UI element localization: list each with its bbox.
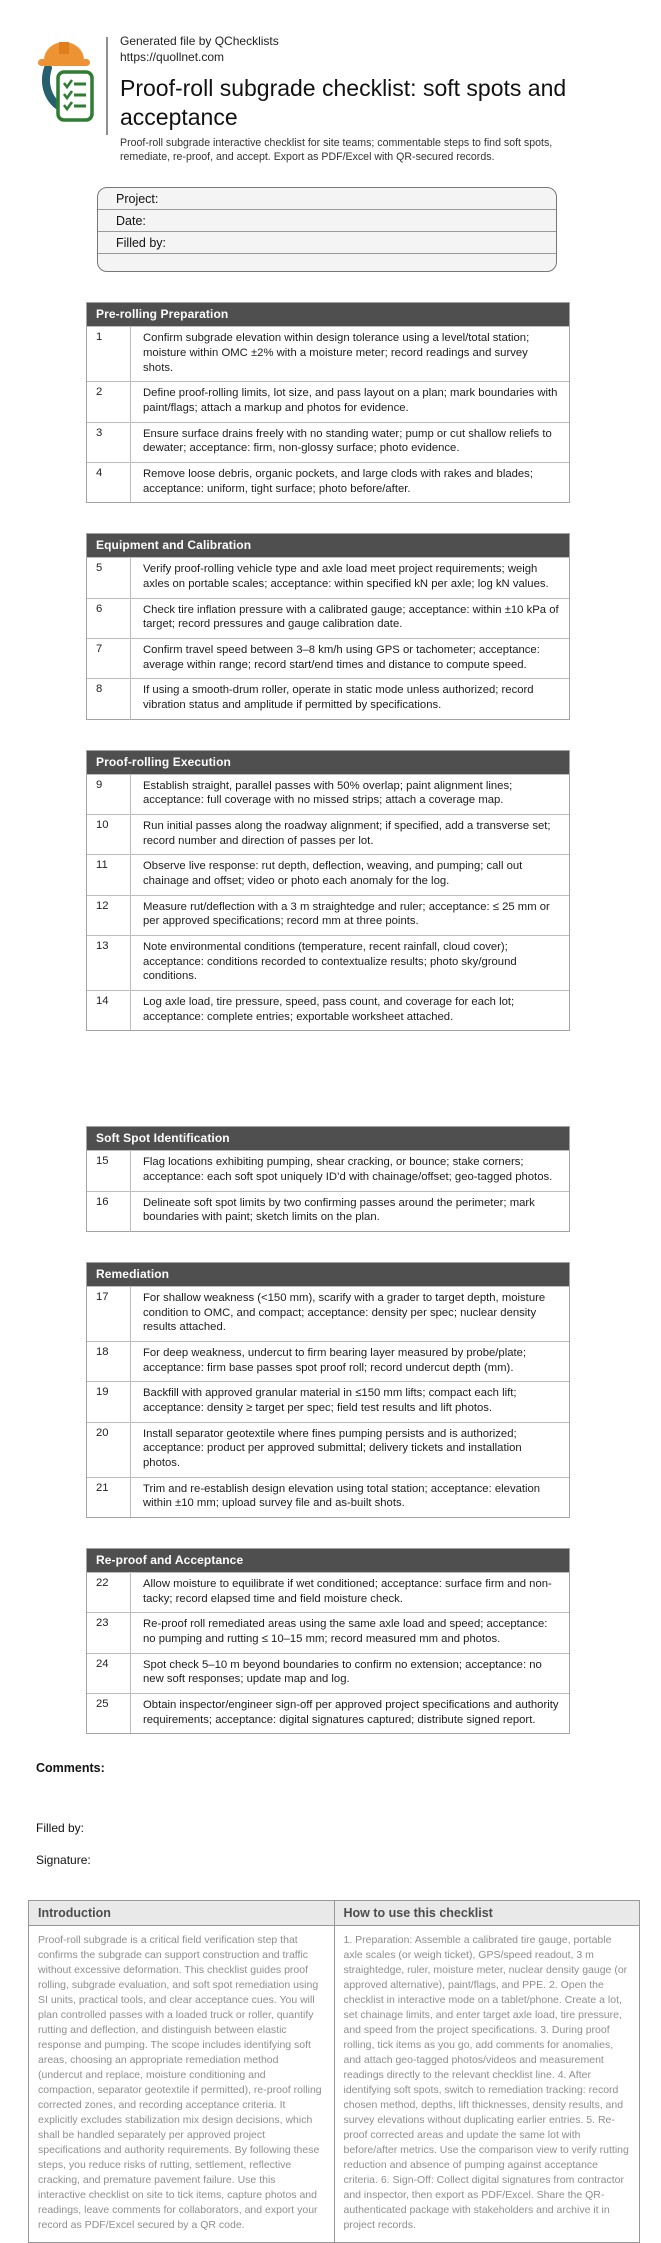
checklist-row <box>87 557 569 597</box>
introduction-text: Proof-roll subgrade is a critical field verification step that confirms the subgrade can support construction and traffic without excessive deformation. This checklist guides proof rolling, subgrade evaluation, and soft spot remediation using SI units, practical tools, and clear acceptance cues. You will plan controlled passes with a loaded truck or roller, quantify rutting and deflection, and distinguish between elastic response and pumping. The scope includes identifying soft areas, choosing an appropriate remediation method (undercut and replace, moisture conditioning and compaction, separator geotextile if permitted), re-proof rolling corrected zones, and recording acceptance criteria. It explicitly excludes stabilization mix design decisions, which shall be handled separately per approved project specifications and authority requirements. By following these steps, you reduce risks of rutting, settlement, reflective cracking, and premature pavement failure. Use this interactive checklist on site to tick items, capture photos and readings, leave comments for collaborators, and export your record as PDF/Excel secured by a QR code. <box>29 1926 335 2243</box>
checklist-row <box>87 1341 569 1381</box>
item-text: Define proof-rolling limits, lot size, and pass layout on a plan; mark boundaries with paint/flags; attach a markup and photos for evidence. <box>143 387 558 414</box>
checklist-icon <box>58 72 92 120</box>
item-text: Confirm travel speed between 3–8 km/h using GPS or tachometer; acceptance: average within range; record start/end times and distance to compute speed. <box>143 643 540 671</box>
hard-hat-icon <box>38 42 90 66</box>
item-number: 10 <box>87 815 131 854</box>
checklist-row <box>87 1286 569 1341</box>
item-number: 23 <box>87 1613 131 1652</box>
item-text: Install separator geotextile where fines pumping persists and is authorized; acceptance: product per approved submittal; delivery tickets and installation photos. <box>143 1427 522 1470</box>
section-re-proof-and-acceptance <box>86 1548 570 1734</box>
section-header: Proof-rolling Execution <box>87 751 569 774</box>
checklist-row <box>87 1572 569 1612</box>
qchecklists-logo <box>34 34 98 165</box>
checklist-row <box>87 1477 569 1517</box>
item-text: For shallow weakness (<150 mm), scarify with a grader to target depth, moisture condition to OMC, and compact; acceptance: density per spec; nuclear density results attached. <box>143 1292 546 1334</box>
filled-by-label: Filled by: <box>116 235 167 250</box>
page-title: Proof-roll subgrade checklist: soft spots and acceptance <box>120 75 567 130</box>
checklist-row <box>87 326 569 381</box>
item-text: Check tire inflation pressure with a calibrated gauge; acceptance: within ±10 kPa of target; record pressures and gauge calibration date. <box>143 603 559 631</box>
item-text: For deep weakness, undercut to firm bearing layer measured by probe/plate; acceptance: firm base passes spot proof roll; record undercut depth (mm). <box>143 1347 527 1374</box>
checklist-row <box>87 774 569 814</box>
section-remediation <box>86 1262 570 1518</box>
section-header: Re-proof and Acceptance <box>87 1549 569 1572</box>
section-proof-rolling-execution <box>86 750 570 1032</box>
section-header: Pre-rolling Preparation <box>87 303 569 326</box>
comments-label: Comments: <box>36 1761 105 1776</box>
checklist-row <box>87 935 569 990</box>
item-text: Flag locations exhibiting pumping, shear cracking, or bounce; stake corners; acceptance: each soft spot uniquely ID’d with chainage/offset; geo-tagged photos. <box>143 1156 553 1183</box>
item-text: Measure rut/deflection with a 3 m straightedge and ruler; acceptance: ≤ 25 mm or per approved specifications; record mm at three points. <box>143 900 550 928</box>
item-number: 17 <box>87 1287 131 1341</box>
item-number: 14 <box>87 991 131 1030</box>
project-label: Project: <box>116 191 159 206</box>
item-number: 25 <box>87 1694 131 1733</box>
how-to-title: How to use this checklist <box>334 1901 640 1926</box>
item-number: 16 <box>87 1192 131 1231</box>
page <box>0 34 661 2232</box>
checklist-row <box>87 462 569 502</box>
item-number: 7 <box>87 639 131 678</box>
item-text: Allow moisture to equilibrate if wet conditioned; acceptance: surface firm and non-tacky; record elapsed time and field moisture check. <box>143 1578 552 1605</box>
item-text: Trim and re-establish design elevation using total station; acceptance: elevation within ±10 mm; upload survey file and as-built shots. <box>143 1482 541 1510</box>
item-text: Note environmental conditions (temperature, recent rainfall, cloud cover); acceptance: conditions recorded to contextualize results; photo sky/ground conditions. <box>143 940 517 983</box>
item-text: Observe live response: rut depth, deflection, weaving, and pumping; call out chainage and offset; video or photo each anomaly for the log. <box>143 860 523 887</box>
checklist-row <box>87 814 569 854</box>
section-soft-spot-identification <box>86 1126 570 1232</box>
item-text: If using a smooth-drum roller, operate in static mode unless authorized; record vibration status and amplitude if permitted by specifications. <box>143 684 534 711</box>
item-text: Re-proof roll remediated areas using the same axle load and speed; acceptance: no pumping and rutting ≤ 10–15 mm; record measured mm and photos. <box>143 1618 548 1646</box>
item-number: 9 <box>87 775 131 814</box>
footer-filled-by-label: Filled by: <box>36 1821 85 1836</box>
item-number: 18 <box>87 1342 131 1381</box>
checklist-row <box>87 895 569 935</box>
item-text: Ensure surface drains freely with no standing water; pump or cut shallow reliefs to dewater; acceptance: firm, non-glossy surface; photo evidence. <box>143 427 552 455</box>
item-text: Confirm subgrade elevation within design tolerance using a level/total station; moisture within OMC ±2% with a moisture meter; record readings and survey shots. <box>143 332 530 374</box>
item-text: Remove loose debris, organic pockets, and large clods with rakes and blades; acceptance: uniform, tight surface; photo before/after. <box>143 467 533 495</box>
item-number: 13 <box>87 936 131 990</box>
checklist-row <box>87 678 569 718</box>
section-header: Remediation <box>87 1263 569 1286</box>
item-number: 15 <box>87 1151 131 1190</box>
item-text: Delineate soft spot limits by two confirming passes around the perimeter; mark boundaries with paint; sketch limits on the plan. <box>143 1196 535 1224</box>
introduction-title: Introduction <box>29 1901 335 1926</box>
checklist-row <box>87 990 569 1030</box>
header-divider <box>106 37 108 135</box>
checklist-row <box>87 638 569 678</box>
section-equipment-and-calibration <box>86 533 570 719</box>
item-number: 3 <box>87 423 131 462</box>
bottom-panels-table <box>28 1900 640 2243</box>
signature-label: Signature: <box>36 1853 91 1868</box>
item-number: 11 <box>87 855 131 894</box>
item-number: 12 <box>87 896 131 935</box>
generated-by-line: Generated file by QChecklists <box>120 34 279 48</box>
info-row-project <box>98 188 556 210</box>
checklist-row <box>87 854 569 894</box>
checklist-row <box>87 1422 569 1477</box>
bottom-panels-header-row <box>29 1901 640 1926</box>
section-header: Soft Spot Identification <box>87 1127 569 1150</box>
info-box-spacer <box>98 254 556 271</box>
item-number: 20 <box>87 1423 131 1477</box>
info-row-date <box>98 210 556 232</box>
item-number: 4 <box>87 463 131 502</box>
item-text: Log axle load, tire pressure, speed, pass count, and coverage for each lot; acceptance: complete entries; exportable worksheet attached. <box>143 995 515 1023</box>
item-text: Backfill with approved granular material in ≤150 mm lifts; compact each lift; acceptance: density ≥ target per spec; field test results and lift photos. <box>143 1387 517 1415</box>
section-pre-rolling-preparation <box>86 302 570 503</box>
page-subtitle: Proof-roll subgrade interactive checklist for site teams; commentable steps to find soft spots, remediate, re-proof, and accept. Export as PDF/Excel with QR-secured records. <box>120 137 553 164</box>
checklist-row <box>87 1381 569 1421</box>
date-label: Date: <box>116 213 146 228</box>
checklist-row <box>87 1693 569 1733</box>
item-number: 8 <box>87 679 131 718</box>
qchecklists-logo-graphic <box>34 34 98 138</box>
item-number: 5 <box>87 558 131 597</box>
site-url-link[interactable]: https://quollnet.com <box>120 49 225 64</box>
item-number: 19 <box>87 1382 131 1421</box>
item-text: Obtain inspector/engineer sign-off per approved project specifications and authority requirements; acceptance: digital signatures captured; distribute signed report. <box>143 1699 559 1726</box>
item-number: 24 <box>87 1654 131 1693</box>
item-text: Spot check 5–10 m beyond boundaries to confirm no extension; acceptance: no new soft responses; update map and log. <box>143 1658 542 1686</box>
checklist-row <box>87 1653 569 1693</box>
item-number: 6 <box>87 599 131 638</box>
document-header <box>34 34 661 165</box>
item-text: Establish straight, parallel passes with 50% overlap; paint alignment lines; acceptance: full coverage with no missed strips; attach a coverage map. <box>143 779 513 807</box>
section-header: Equipment and Calibration <box>87 534 569 557</box>
checklist-row <box>87 422 569 462</box>
item-number: 21 <box>87 1478 131 1517</box>
item-number: 1 <box>87 327 131 381</box>
checklist-row <box>87 598 569 638</box>
project-info-box <box>97 187 557 272</box>
info-row-filled-by <box>98 232 556 254</box>
item-text: Verify proof-rolling vehicle type and axle load meet project requirements; weigh axles on portable scales; acceptance: within specified kN per axle; log kN values. <box>143 563 549 590</box>
checklist-row <box>87 1191 569 1231</box>
item-number: 2 <box>87 382 131 421</box>
header-text-block <box>120 34 590 165</box>
item-number: 22 <box>87 1573 131 1612</box>
checklist-row <box>87 381 569 421</box>
checklist-row <box>87 1612 569 1652</box>
how-to-text: 1. Preparation: Assemble a calibrated tire gauge, portable axle scales (or weigh ticket), GPS/speed readout, 3 m straightedge, ruler, moisture meter, nuclear density gauge (or approved alternative), paint/flags, and PPE. 2. Open the checklist in interactive mode on a tablet/phone. Create a lot, set chainage limits, and enter target axle load, tire pressure, and speed from the project specifications. 3. During proof rolling, tick items as you go, add comments for anomalies, and attach geo-tagged photos/videos and measurement readings directly to the relevant checklist line. 4. After identifying soft spots, switch to remediation tracking: record chosen method, depths, lift thicknesses, density results, and survey elevations without duplicating earlier entries. 5. Re-proof corrected areas and update the same lot with before/after metrics. Use the comparison view to verify rutting reduction and absence of pumping against acceptance criteria. 6. Sign-Off: Collect digital signatures from contractor and inspector, then export as PDF/Excel. Share the QR-authenticated package with stakeholders and archive it in project records. <box>334 1926 640 2243</box>
item-text: Run initial passes along the roadway alignment; if specified, add a transverse set; record number and direction of passes per lot. <box>143 819 551 847</box>
checklist-row <box>87 1150 569 1190</box>
bottom-panels-body-row <box>29 1926 640 2243</box>
